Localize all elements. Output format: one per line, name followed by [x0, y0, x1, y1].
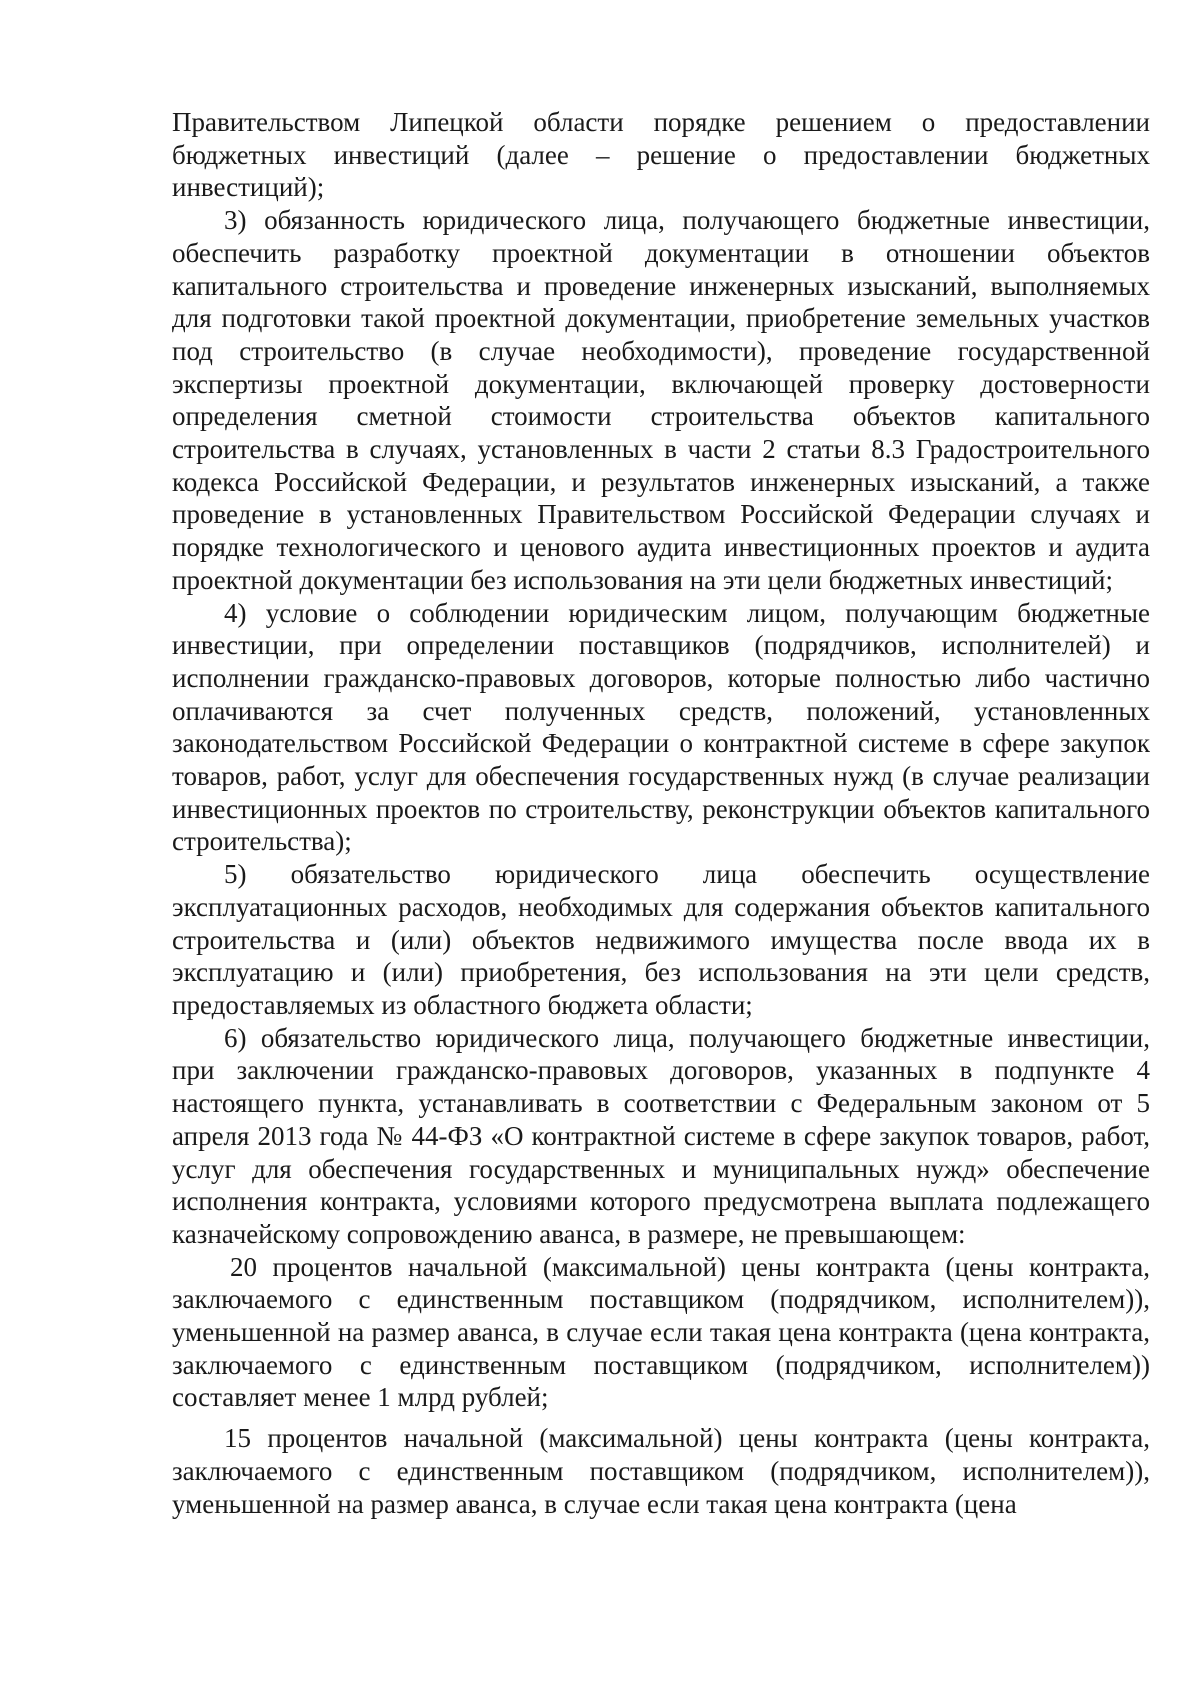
- document-page: [172, 106, 1150, 1520]
- paragraph-item-3: 3) обязанность юридического лица, получающего бюджетные инвестиции, обеспечить разработку проектной документации в отношении объектов капитального строительства и проведение инженерных изысканий, выполняемых для подготовки такой проектной документации, приобретение земельных участков под строительство (в случае необходимости), проведение государственной экспертизы проектной документации, включающей проверку достоверности определения сметной стоимости строительства объектов капитального строительства в случаях, установленных в части 2 статьи 8.3 Градостроительного кодекса Российской Федерации, и результатов инженерных изысканий, а также проведение в установленных Правительством Российской Федерации случаях и порядке технологического и ценового аудита инвестиционных проектов и аудита проектной документации без использования на эти цели бюджетных инвестиций;: [172, 205, 1150, 595]
- paragraph-item-6: 6) обязательство юридического лица, получающего бюджетные инвестиции, при заключении гражданско-правовых договоров, указанных в подпункте 4 настоящего пункта, устанавливать в соответствии с Федеральным законом от 5 апреля 2013 года № 44-ФЗ «О контрактной системе в сфере закупок товаров, работ, услуг для обеспечения государственных и муниципальных нужд» обеспечение исполнения контракта, условиями которого предусмотрена выплата подлежащего казначейскому сопровождению аванса, в размере, не превышающем:: [172, 1022, 1150, 1249]
- paragraph-15-percent: 15 процентов начальной (максимальной) цены контракта (цены контракта, заключаемого с единственным поставщиком (подрядчиком, исполнителем)), уменьшенной на размер аванса, в случае если такая цена контракта (цена: [172, 1423, 1150, 1519]
- paragraph-20-percent: 20 процентов начальной (максимальной) цены контракта (цены контракта, заключаемого с единственным поставщиком (подрядчиком, исполнителем)), уменьшенной на размер аванса, в случае если такая цена контракта (цена контракта, заключаемого с единственным поставщиком (подрядчиком, исполнителем)) составляет менее 1 млрд рублей;: [172, 1251, 1150, 1413]
- paragraph-item-5: 5) обязательство юридического лица обеспечить осуществление эксплуатационных расходов, необходимых для содержания объектов капитального строительства и (или) объектов недвижимого имущества после ввода их в эксплуатацию и (или) приобретения, без использования на эти цели средств, предоставляемых из областного бюджета области;: [172, 859, 1150, 1020]
- paragraph-item-4: 4) условие о соблюдении юридическим лицом, получающим бюджетные инвестиции, при определении поставщиков (подрядчиков, исполнителей) и исполнении гражданско-правовых договоров, которые полностью либо частично оплачиваются за счет полученных средств, положений, установленных законодательством Российской Федерации о контрактной системе в сфере закупок товаров, работ, услуг для обеспечения государственных нужд (в случае реализации инвестиционных проектов по строительству, реконструкции объектов капитального строительства);: [172, 597, 1150, 857]
- paragraph-continuation: Правительством Липецкой области порядке решением о предоставлении бюджетных инвестиций (далее – решение о предоставлении бюджетных инвестиций);: [172, 107, 1150, 203]
